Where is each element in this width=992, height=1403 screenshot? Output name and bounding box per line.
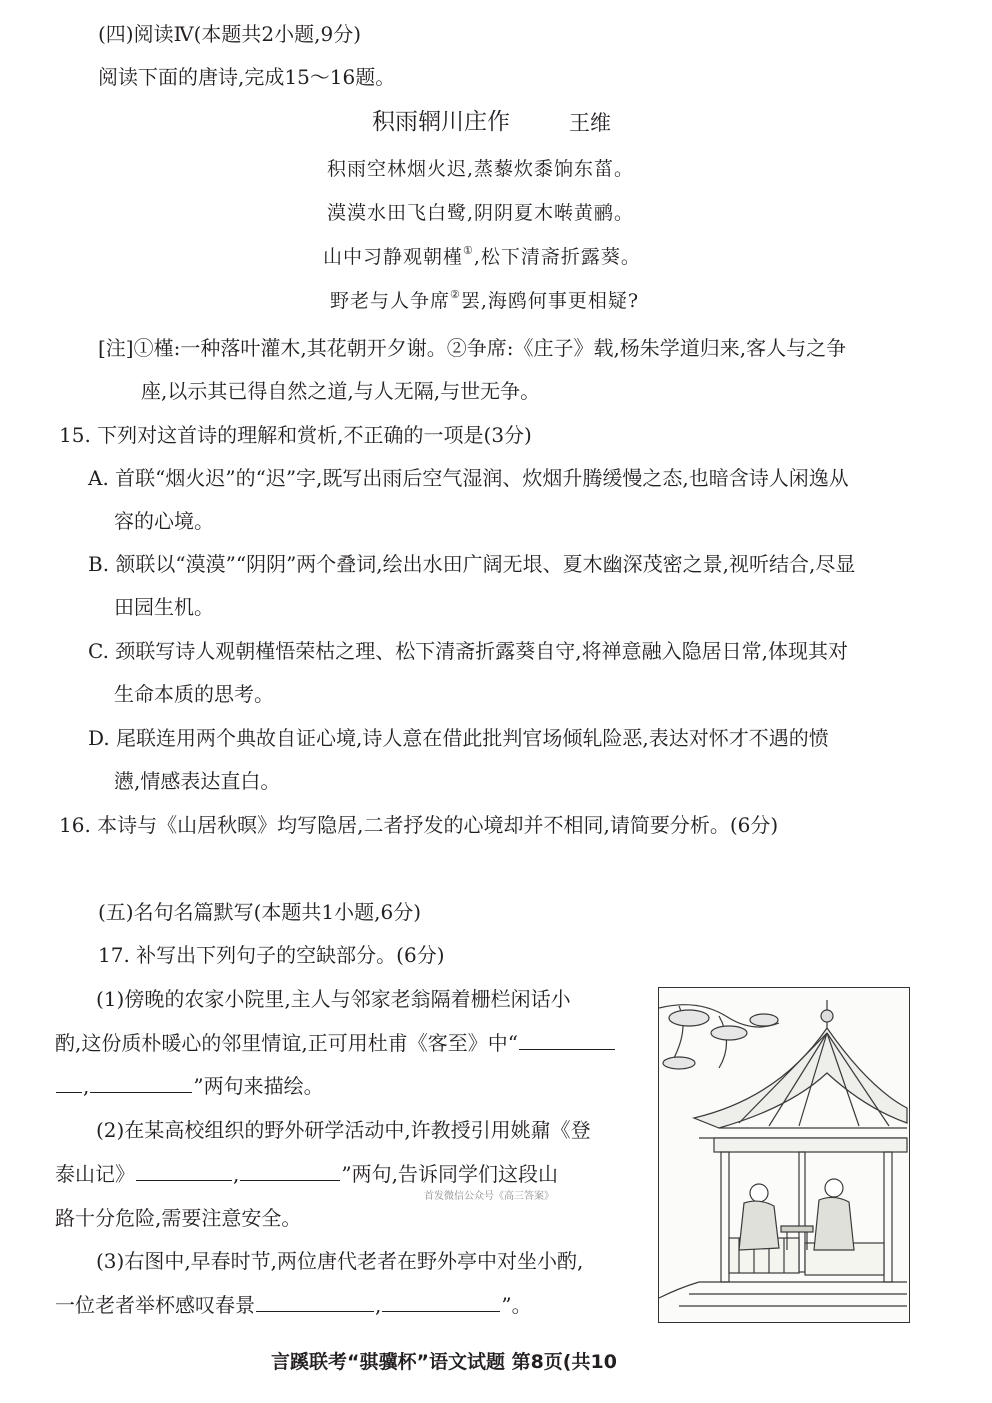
fill-item-text: 一位老者举杯感叹春景 [55, 1293, 255, 1317]
poem-title: 积雨辋川庄作 [372, 109, 510, 135]
fill-comma: , [375, 1293, 382, 1317]
fill-item-text: 酌,这份质朴暖心的邻里情谊,正可用杜甫《客至》中“ [55, 1031, 518, 1055]
poem-line-text: ,松下清斋折露葵。 [473, 246, 641, 268]
pavilion-illustration [658, 987, 910, 1323]
page-footer: 言蹊联考“骐骥杯”语文试题 第8页(共10 [271, 1351, 617, 1373]
fill-item-2-cont [55, 1160, 558, 1188]
fill-item-text: ”。 [501, 1293, 532, 1317]
footnote-marker: ① [463, 244, 474, 257]
poem-author: 王维 [569, 111, 611, 135]
poem-line-text: 野老与人争席 [330, 290, 451, 312]
answer-blank[interactable] [382, 1291, 500, 1312]
fill-item-text: ”两句来描绘。 [193, 1074, 324, 1098]
poem-line [330, 287, 639, 315]
option-b: B. 颔联以“漠漠”“阴阴”两个叠词,绘出水田广阔无垠、夏木幽深茂密之景,视听结合,尽显 [88, 552, 856, 576]
fill-item-1: (1)傍晚的农家小院里,主人与邻家老翁隔着栅栏闲话小 [96, 987, 571, 1011]
fill-comma: , [83, 1074, 90, 1098]
option-a: A. 首联“烟火迟”的“迟”字,既写出雨后空气湿润、炊烟升腾缓慢之态,也暗含诗人闲逸从 [88, 466, 849, 490]
fill-comma: , [233, 1162, 240, 1186]
poem-line-text: 山中习静观朝槿 [323, 246, 464, 268]
fill-item-text: 泰山记》 [55, 1162, 135, 1186]
option-b-cont: 田园生机。 [114, 595, 214, 619]
answer-blank[interactable] [56, 1072, 82, 1093]
section-heading: (四)阅读Ⅳ(本题共2小题,9分) [98, 22, 361, 46]
option-d: D. 尾联连用两个典故自证心境,诗人意在借此批判官场倾轧险恶,表达对怀才不遇的愤 [88, 726, 829, 750]
poem-note: [注]①槿:一种落叶灌木,其花朝开夕谢。②争席:《庄子》载,杨朱学道归来,客人与之争 [98, 336, 847, 360]
poem-line [323, 243, 641, 271]
poem-note: 座,以示其已得自然之道,与人无隔,与世无争。 [141, 379, 541, 403]
fill-item-2: (2)在某高校组织的野外研学活动中,许教授引用姚鼐《登 [96, 1118, 591, 1142]
option-c: C. 颈联写诗人观朝槿悟荣枯之理、松下清斋折露葵自守,将禅意融入隐居日常,体现其对 [88, 639, 849, 663]
answer-blank[interactable] [90, 1072, 192, 1093]
answer-blank[interactable] [256, 1291, 374, 1312]
fill-item-2-cont: 路十分危险,需要注意安全。 [55, 1206, 302, 1230]
section-intro: 阅读下面的唐诗,完成15～16题。 [98, 65, 396, 89]
fill-item-3: (3)右图中,早春时节,两位唐代老者在野外亭中对坐小酌, [96, 1249, 584, 1273]
poem-line: 积雨空林烟火迟,蒸藜炊黍饷东菑。 [327, 158, 635, 180]
footnote-marker: ② [450, 288, 461, 301]
question-16-stem: 16. 本诗与《山居秋暝》均写隐居,二者抒发的心境却并不相同,请简要分析。(6分) [59, 813, 779, 837]
fill-item-1-cont [55, 1072, 324, 1100]
fill-item-3-cont [55, 1291, 532, 1319]
question-15-stem: 15. 下列对这首诗的理解和赏析,不正确的一项是(3分) [59, 423, 532, 447]
poem-line-text: 罢,海鸥何事更相疑? [460, 290, 640, 312]
option-a-cont: 容的心境。 [114, 509, 214, 533]
section-heading: (五)名句名篇默写(本题共1小题,6分) [98, 900, 422, 924]
option-c-cont: 生命本质的思考。 [114, 682, 274, 706]
poem-line: 漠漠水田飞白鹭,阴阴夏木啭黄鹂。 [327, 202, 635, 224]
answer-blank[interactable] [136, 1160, 232, 1181]
question-17-stem: 17. 补写出下列句子的空缺部分。(6分) [98, 943, 445, 967]
pavilion-drawing [659, 988, 908, 1321]
watermark: 首发微信公众号《高三答案》 [424, 1191, 554, 1202]
fill-item-text: ”两句,告诉同学们这段山 [341, 1162, 558, 1186]
answer-blank[interactable] [519, 1029, 615, 1050]
answer-blank[interactable] [240, 1160, 340, 1181]
fill-item-1-cont [55, 1029, 616, 1057]
option-d-cont: 懑,情感表达直白。 [114, 769, 281, 793]
